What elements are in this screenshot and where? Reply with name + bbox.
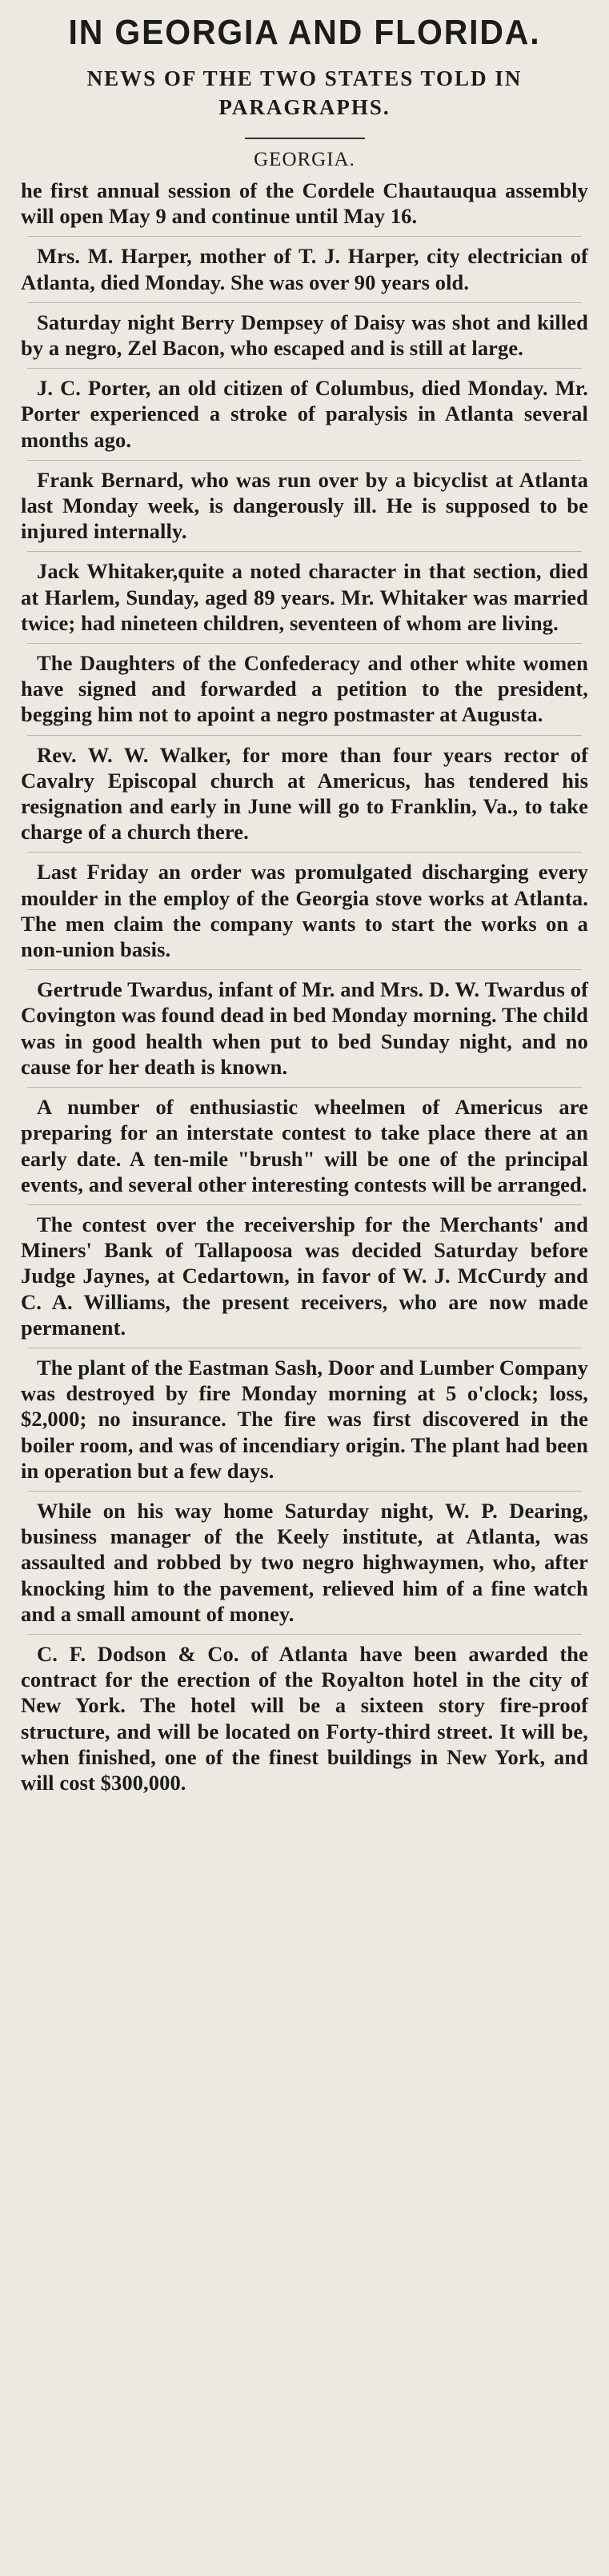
news-paragraph: Jack Whitaker,quite a noted character in that section, died at Harlem, Sunday, aged 89 years. Mr. Whitaker was married twice; had nineteen children, seventeen of whom are living. <box>21 559 588 635</box>
news-paragraph: While on his way home Saturday night, W. P. Dearing, business manager of the Keely institute, at Atlanta, was assaulted and robbed by two negro highwaymen, who, after knocking him to the pavement, relieved him of a fine watch and a small amount of money. <box>21 1498 588 1626</box>
headline: IN GEORGIA AND FLORIDA. <box>68 13 541 52</box>
news-paragraph: Last Friday an order was promulgated discharging every moulder in the employ of the Georgia stove works at Atlanta. The men claim the company wants to start the works on a non-union basis. <box>21 860 588 962</box>
news-paragraph: Mrs. M. Harper, mother of T. J. Harper, city electrician of Atlanta, died Monday. She was over 90 years old. <box>21 244 588 294</box>
article-body <box>21 176 588 1803</box>
news-paragraph: C. F. Dodson & Co. of Atlanta have been awarded the contract for the erection of the Royalton hotel in the city of New York. The hotel will be a sixteen story fire-proof structure, and will be located on Forty-third street. It will be, when finished, one of the finest buildings in New York, and will cost $300,000. <box>21 1641 588 1795</box>
news-paragraph: The contest over the receivership for the Merchants' and Miners' Bank of Tallapoosa was decided Saturday before Judge Jaynes, at Cedartown, in favor of W. J. McCurdy and C. A. Williams, the present receivers, who are now made permanent. <box>21 1212 588 1340</box>
news-paragraph: J. C. Porter, an old citizen of Columbus, died Monday. Mr. Porter experienced a stroke of paralysis in Atlanta several months ago. <box>21 376 588 452</box>
news-paragraph: Saturday night Berry Dempsey of Daisy was shot and killed by a negro, Zel Bacon, who escaped and is still at large. <box>21 310 588 361</box>
news-paragraph: Gertrude Twardus, infant of Mr. and Mrs. D. W. Twardus of Covington was found dead in bed Monday morning. The child was in good health when put to bed Sunday night, and no cause for her death is known. <box>21 977 588 1079</box>
news-paragraph: Rev. W. W. Walker, for more than four years rector of Cavalry Episcopal church at Americus, has tendered his resignation and early in June will go to Franklin, Va., to take charge of a church there. <box>21 742 588 845</box>
news-paragraph: Frank Bernard, who was run over by a bicyclist at Atlanta last Monday week, is dangerously ill. He is supposed to be injured internally. <box>21 467 588 544</box>
title-rule <box>245 138 365 139</box>
news-paragraph: The Daughters of the Confederacy and other white women have signed and forwarded a petition to the president, begging him not to apoint a negro postmaster at Augusta. <box>21 651 588 727</box>
news-paragraph: he first annual session of the Cordele Chautauqua assembly will open May 9 and continue until May 16. <box>21 178 588 229</box>
news-paragraph: A number of enthusiastic wheelmen of Americus are preparing for an interstate contest to take place there at an early date. A ten-mile "brush" will be one of the principal events, and several other interesting contests will be arranged. <box>21 1095 588 1196</box>
subheadline: NEWS OF THE TWO STATES TOLD IN PARAGRAPHS. <box>86 66 523 119</box>
news-paragraph: The plant of the Eastman Sash, Door and Lumber Company was destroyed by fire Monday morning at 5 o'clock; loss, $2,000; no insurance. The fire was first discovered in the boiler room, and was of incendiary origin. The plant had been in operation but a few days. <box>21 1355 588 1483</box>
section-title: GEORGIA. <box>254 149 355 170</box>
